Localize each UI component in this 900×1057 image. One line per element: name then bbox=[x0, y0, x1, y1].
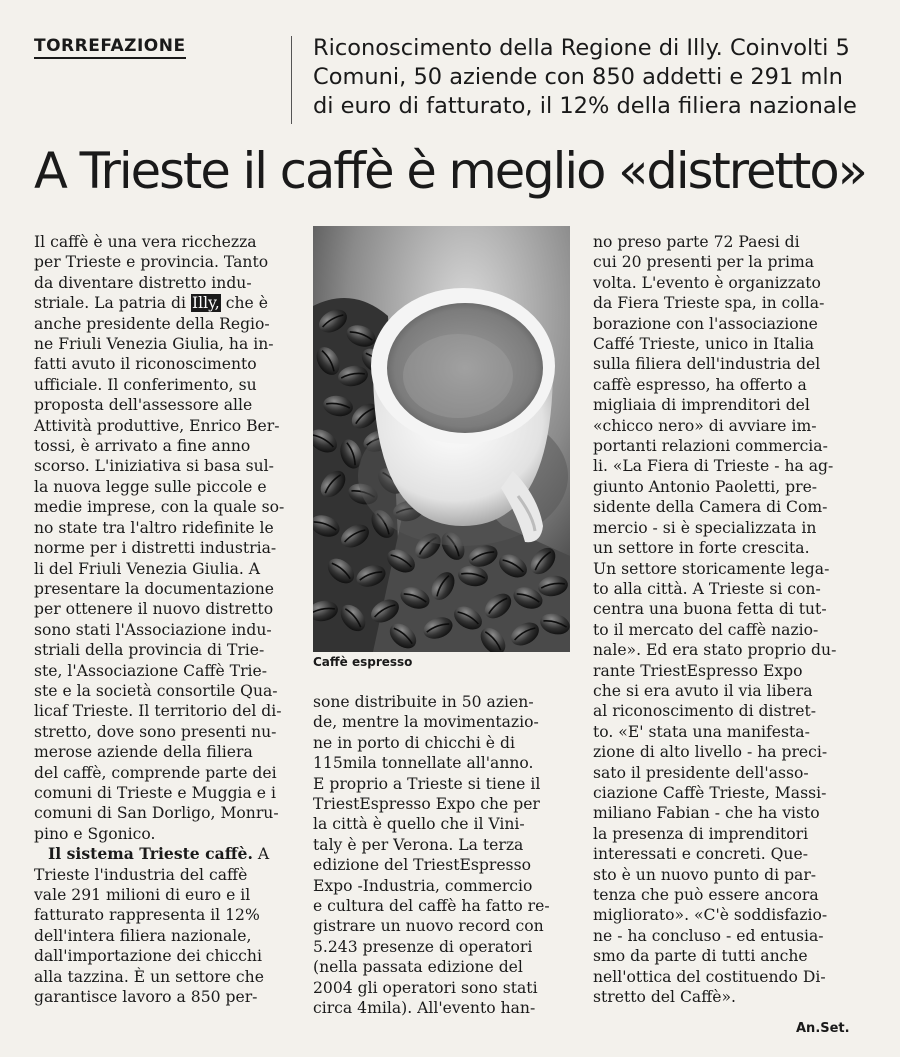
espresso-cup-image bbox=[313, 226, 570, 652]
text-line: striali della provincia di Trie- bbox=[34, 641, 265, 660]
text-line: circa 4mila). All'evento han- bbox=[313, 999, 536, 1018]
text-line: li del Friuli Venezia Giulia. A bbox=[34, 559, 261, 578]
article-column-1 bbox=[34, 232, 290, 1007]
text-line: 5.243 presenze di operatori bbox=[313, 937, 533, 956]
text-line: dell'intera filiera nazionale, bbox=[34, 926, 252, 945]
text-line: li. «La Fiera di Trieste - ha ag- bbox=[593, 457, 834, 476]
text-line: un settore in forte crescita. bbox=[593, 539, 810, 558]
text-line: ne Friuli Venezia Giulia, ha in- bbox=[34, 335, 274, 354]
text-fragment: striale. La patria di bbox=[34, 294, 186, 313]
text-line: Il caffè è una vera ricchezza bbox=[34, 233, 257, 251]
text-line: licaf Trieste. Il territorio del di- bbox=[34, 702, 282, 721]
subheadline-line: Comuni, 50 aziende con 850 addetti e 291 mln bbox=[313, 64, 843, 90]
text-line: volta. L'evento è organizzato bbox=[593, 273, 821, 292]
text-line: dall'importazione dei chicchi bbox=[34, 947, 262, 966]
text-line: norme per i distretti industria- bbox=[34, 539, 277, 558]
text-line: gistrare un nuovo record con bbox=[313, 917, 544, 936]
text-line: fatturato rappresenta il 12% bbox=[34, 906, 260, 925]
text-line: to il mercato del caffè nazio- bbox=[593, 620, 819, 639]
text-line: la nuova legge sulle piccole e bbox=[34, 477, 267, 496]
text-line: cui 20 presenti per la prima bbox=[593, 253, 815, 272]
headline: A Trieste il caffè è meglio «distretto» bbox=[34, 142, 866, 200]
text-line: Attività produttive, Enrico Ber- bbox=[34, 416, 280, 435]
text-line: «chicco nero» di avviare im- bbox=[593, 416, 817, 435]
coffee-photo bbox=[313, 226, 570, 652]
text-line: zione di alto livello - ha preci- bbox=[593, 743, 828, 762]
text-line: pino e Sgonico. bbox=[34, 824, 156, 843]
text-line: rante TriestEspresso Expo bbox=[593, 661, 803, 680]
text-line: e cultura del caffè ha fatto re- bbox=[313, 897, 550, 916]
text-line: da diventare distretto indu- bbox=[34, 273, 252, 292]
text-line: merose aziende della filiera bbox=[34, 743, 253, 762]
text-line: Un settore storicamente lega- bbox=[593, 559, 830, 578]
text-line: la presenza di imprenditori bbox=[593, 824, 809, 843]
section-label: TORREFAZIONE bbox=[34, 36, 186, 59]
text-line: del caffè, comprende parte dei bbox=[34, 763, 277, 782]
text-line: tenza che può essere ancora bbox=[593, 886, 819, 904]
text-line: centra una buona fetta di tut- bbox=[593, 600, 827, 619]
text-line: ciazione Caffè Trieste, Massi- bbox=[593, 783, 827, 802]
text-line: presentare la documentazione bbox=[34, 579, 275, 598]
text-line: ne in porto di chicchi è di bbox=[313, 733, 515, 752]
text-line: smo da parte di tutti anche bbox=[593, 947, 808, 966]
text-line: portanti relazioni commercia- bbox=[593, 437, 828, 456]
text-line: no preso parte 72 Paesi di bbox=[593, 233, 800, 251]
text-fragment: che è bbox=[220, 294, 268, 313]
text-line: sono stati l'Associazione indu- bbox=[34, 620, 272, 639]
text-line: ste e la società consortile Qua- bbox=[34, 681, 278, 700]
text-line: comuni di Trieste e Muggia e i bbox=[34, 783, 276, 802]
text-line: 115mila tonnellate all'anno. bbox=[313, 754, 534, 773]
text-line: medie imprese, con la quale so- bbox=[34, 498, 285, 517]
text-line: borazione con l'associazione bbox=[593, 314, 818, 333]
text-line: per ottenere il nuovo distretto bbox=[34, 600, 274, 619]
text-line: E proprio a Trieste si tiene il bbox=[313, 774, 541, 793]
subheadline bbox=[313, 34, 873, 121]
text-line: al riconoscimento di distret- bbox=[593, 702, 817, 721]
text-line: 2004 gli operatori sono stati bbox=[313, 978, 538, 997]
text-line: tossi, è arrivato a fine anno bbox=[34, 437, 251, 456]
text-fragment: A bbox=[252, 845, 270, 864]
text-line: Trieste l'industria del caffè bbox=[34, 865, 248, 884]
text-line bbox=[34, 844, 290, 864]
text-line: giunto Antonio Paoletti, pre- bbox=[593, 477, 818, 496]
article-column-3 bbox=[593, 232, 863, 1007]
text-line: de, mentre la movimentazio- bbox=[313, 713, 539, 732]
article-column-2 bbox=[313, 692, 573, 1019]
text-line: sto è un nuovo punto di par- bbox=[593, 865, 817, 884]
photo-caption: Caffè espresso bbox=[313, 655, 413, 669]
text-line: Caffé Trieste, unico in Italia bbox=[593, 335, 815, 354]
text-line: che si era avuto il via libera bbox=[593, 681, 813, 700]
text-line: comuni di San Dorligo, Monru- bbox=[34, 804, 279, 823]
illy-highlight: Illy, bbox=[191, 294, 220, 313]
text-line: da Fiera Trieste spa, in colla- bbox=[593, 294, 825, 313]
text-line: interessati e concreti. Que- bbox=[593, 845, 808, 864]
text-line: migliaia di imprenditori del bbox=[593, 396, 810, 415]
subheadline-line: Riconoscimento della Regione di Illy. Coinvolti 5 bbox=[313, 35, 850, 61]
text-line: sidente della Camera di Com- bbox=[593, 498, 828, 517]
text-line: fatti avuto il riconoscimento bbox=[34, 355, 257, 374]
text-line: vale 291 milioni di euro e il bbox=[34, 886, 251, 904]
text-line: edizione del TriestEspresso bbox=[313, 856, 531, 875]
subheadline-line: di euro di fatturato, il 12% della filiera nazionale bbox=[313, 93, 857, 119]
text-line: ufficiale. Il conferimento, su bbox=[34, 375, 257, 394]
text-line: miliano Fabian - che ha visto bbox=[593, 804, 820, 823]
text-line: stretto del Caffè». bbox=[593, 988, 737, 1007]
text-line: ste, l'Associazione Caffè Trie- bbox=[34, 661, 268, 680]
text-line: sato il presidente dell'asso- bbox=[593, 763, 809, 782]
text-line: TriestEspresso Expo che per bbox=[313, 795, 540, 814]
text-line: stretto, dove sono presenti nu- bbox=[34, 722, 277, 741]
text-line: proposta dell'assessore alle bbox=[34, 396, 253, 415]
text-line: Expo -Industria, commercio bbox=[313, 876, 533, 895]
vertical-divider bbox=[291, 36, 292, 124]
text-line: sulla filiera dell'industria del bbox=[593, 355, 821, 374]
text-line: per Trieste e provincia. Tanto bbox=[34, 253, 269, 272]
text-line: migliorato». «C'è soddisfazio- bbox=[593, 906, 828, 925]
inline-subtitle: Il sistema Trieste caffè. bbox=[48, 844, 253, 864]
text-line: la città è quello che il Vini- bbox=[313, 815, 525, 834]
text-line: alla tazzina. È un settore che bbox=[34, 967, 264, 986]
text-line: (nella passata edizione del bbox=[313, 958, 523, 977]
text-line: sone distribuite in 50 azien- bbox=[313, 693, 534, 711]
text-line: nell'ottica del costituendo Di- bbox=[593, 967, 826, 986]
text-line: scorso. L'iniziativa si basa sul- bbox=[34, 457, 274, 476]
text-line: no state tra l'altro ridefinite le bbox=[34, 518, 274, 537]
text-line: to. «E' stata una manifesta- bbox=[593, 722, 810, 741]
text-line: to alla città. A Trieste si con- bbox=[593, 579, 821, 598]
text-line: anche presidente della Regio- bbox=[34, 314, 270, 333]
author-signature: An.Set. bbox=[796, 1021, 850, 1036]
text-line: taly è per Verona. La terza bbox=[313, 835, 524, 854]
text-line: nale». Ed era stato proprio du- bbox=[593, 641, 837, 660]
text-line: ne - ha concluso - ed entusia- bbox=[593, 926, 824, 945]
text-line bbox=[34, 293, 290, 313]
text-line: caffè espresso, ha offerto a bbox=[593, 375, 807, 394]
text-line: garantisce lavoro a 850 per- bbox=[34, 988, 258, 1007]
text-line: mercio - si è specializzata in bbox=[593, 518, 817, 537]
